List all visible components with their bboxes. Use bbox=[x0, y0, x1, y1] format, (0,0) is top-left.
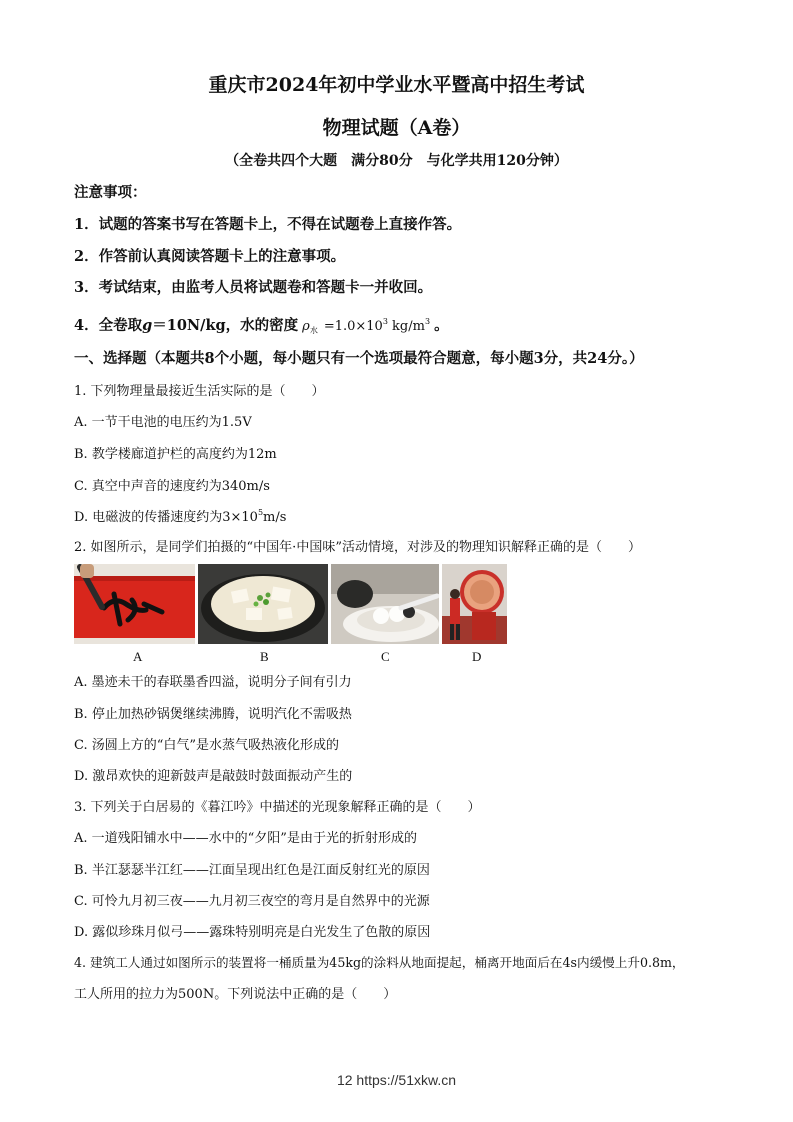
q2-option-b: B. 停止加热砂锅煲继续沸腾，说明汽化不需吸热 bbox=[74, 707, 352, 722]
q1-option-d bbox=[74, 506, 286, 525]
question-1-stem: 1. 下列物理量最接近生活实际的是（ ） bbox=[74, 384, 325, 399]
q1-d-exponent: 5 bbox=[257, 508, 264, 517]
q2-option-a: A. 墨迹未干的春联墨香四溢，说明分子间有引力 bbox=[74, 675, 352, 690]
unit-exponent: 3 bbox=[424, 317, 431, 326]
q1-option-b: B. 教学楼廊道护栏的高度约为12m bbox=[74, 447, 277, 462]
section-heading: 一、选择题（本题共8个小题，每小题只有一个选项最符合题意，每小题3分，共24分。） bbox=[74, 350, 644, 367]
page-footer: 12 https://51xkw.cn bbox=[336, 1072, 457, 1088]
photo-caption-a: A bbox=[133, 649, 143, 664]
q3-option-c: C. 可怜九月初三夜——九月初三夜空的弯月是自然界中的光源 bbox=[74, 894, 430, 909]
q3-option-b: B. 半江瑟瑟半江红——江面呈现出红色是江面反射红光的原因 bbox=[74, 863, 430, 878]
note4-prefix: 4．全卷取 bbox=[74, 317, 143, 334]
q1-option-c: C. 真空中声音的速度约为340m/s bbox=[74, 479, 270, 494]
photo-caption-b: B bbox=[260, 649, 269, 664]
question-2-stem: 2. 如图所示，是同学们拍摄的“中国年·中国味”活动情境，对涉及的物理知识解释正确的是（ ） bbox=[74, 540, 641, 555]
q1-d-prefix: D. 电磁波的传播速度约为 bbox=[74, 510, 223, 525]
q3-option-a: A. 一道残阳铺水中——水中的“夕阳”是由于光的折射形成的 bbox=[74, 831, 417, 846]
rho-exponent: 3 bbox=[382, 317, 388, 326]
rho-value: =1.0×10 bbox=[323, 319, 383, 334]
rho-unit: kg/m bbox=[387, 319, 425, 334]
q2-option-d: D. 激昂欢快的迎新鼓声是敲鼓时鼓面振动产生的 bbox=[74, 769, 353, 784]
notes-heading: 注意事项： bbox=[74, 184, 147, 201]
exam-subtitle: 物理试题（A卷） bbox=[322, 117, 471, 139]
photo-drum bbox=[442, 564, 507, 644]
q3-option-d: D. 露似珍珠月似弓——露珠特别明亮是白光发生了色散的原因 bbox=[74, 925, 431, 940]
photo-calligraphy bbox=[74, 564, 195, 644]
q1-d-unit: m/s bbox=[263, 510, 287, 525]
exam-title: 重庆市2024年初中学业水平暨高中招生考试 bbox=[208, 74, 585, 96]
question-3-stem: 3. 下列关于白居易的《暮江吟》中描述的光现象解释正确的是（ ） bbox=[74, 800, 481, 815]
note-item: 2．作答前认真阅读答题卡上的注意事项。 bbox=[74, 248, 346, 265]
exam-info: （全卷共四个大题 满分80分 与化学共用120分钟） bbox=[225, 153, 568, 169]
photo-caption-d: D bbox=[472, 649, 482, 664]
note-item-4 bbox=[74, 314, 449, 336]
g-symbol: g bbox=[142, 317, 153, 334]
question-4-line1: 4. 建筑工人通过如图所示的装置将一桶质量为45kg的涂料从地面提起，桶离开地面后在4s内缓慢上升0.8m， bbox=[74, 955, 685, 970]
photo-caption-c: C bbox=[381, 649, 390, 664]
note-item: 3．考试结束，由监考人员将试题卷和答题卡一并收回。 bbox=[74, 279, 433, 296]
photo-clay-pot bbox=[198, 564, 328, 644]
q1-d-value: 3×10 bbox=[222, 510, 258, 525]
note4-end: 。 bbox=[434, 317, 449, 334]
rho-symbol: ρ bbox=[302, 319, 310, 334]
photo-tangyuan bbox=[331, 564, 439, 644]
q1-option-a: A. 一节干电池的电压约为1.5V bbox=[74, 415, 252, 430]
note-item: 1．试题的答案书写在答题卡上，不得在试题卷上直接作答。 bbox=[74, 216, 462, 233]
q2-option-c: C. 汤圆上方的“白气”是水蒸气吸热液化形成的 bbox=[74, 738, 340, 753]
question-4-line2: 工人所用的拉力为500N。下列说法中正确的是（ ） bbox=[74, 987, 397, 1002]
g-value: ＝10N/kg，水的密度 bbox=[152, 317, 299, 334]
rho-subscript: 水 bbox=[309, 326, 318, 335]
